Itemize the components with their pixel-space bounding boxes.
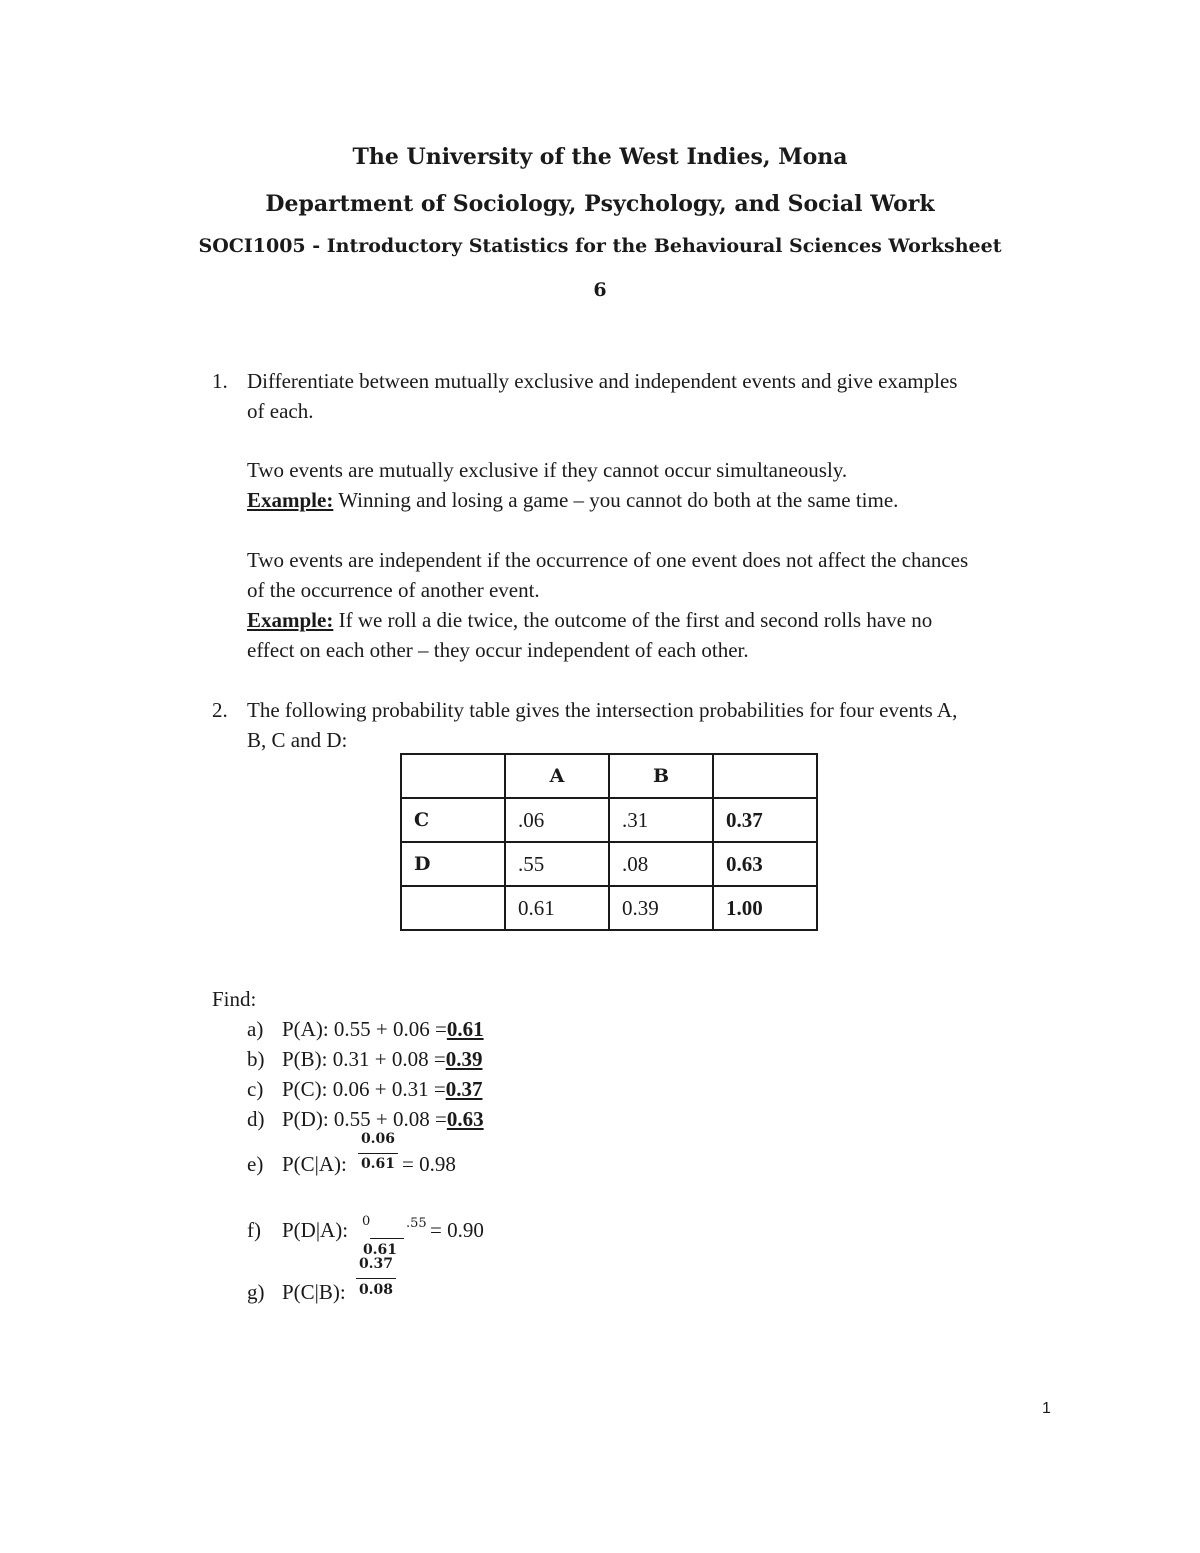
part-d-answer: 0.63 bbox=[446, 1107, 484, 1131]
table-cell: .31 bbox=[609, 798, 713, 842]
table-cell: C bbox=[401, 798, 505, 842]
table-cell: 0.63 bbox=[713, 842, 817, 886]
q1-answer2-line1: Two events are independent if the occurrence of one event does not affect the chances bbox=[247, 548, 969, 572]
table-cell bbox=[401, 886, 505, 930]
part-d-text: P(D): 0.55 + 0.08 = bbox=[282, 1107, 447, 1131]
part-c bbox=[282, 1074, 482, 1104]
q1-line2: of each. bbox=[247, 399, 314, 423]
part-b-answer: 0.39 bbox=[445, 1047, 483, 1071]
table-cell bbox=[713, 754, 817, 798]
worksheet-number: 6 bbox=[593, 279, 607, 301]
table-row bbox=[401, 798, 817, 842]
part-f-label: f) bbox=[247, 1218, 261, 1242]
page-number: 1 bbox=[1042, 1400, 1051, 1417]
part-f-num-b: .55 bbox=[406, 1216, 427, 1231]
part-e-result: = 0.98 bbox=[402, 1152, 456, 1176]
part-f-text: P(D|A): bbox=[282, 1218, 349, 1242]
part-a-text: P(A): 0.55 + 0.06 = bbox=[282, 1017, 447, 1041]
part-b bbox=[282, 1044, 482, 1074]
part-e-fraction-bar bbox=[358, 1153, 398, 1154]
course-title: SOCI1005 - Introductory Statistics for the Behavioural Sciences Worksheet bbox=[198, 235, 1002, 257]
table-cell: 1.00 bbox=[713, 886, 817, 930]
q1-example2-line1 bbox=[247, 605, 932, 635]
part-e-denominator: 0.61 bbox=[360, 1156, 396, 1172]
table-cell bbox=[401, 754, 505, 798]
part-c-text: P(C): 0.06 + 0.31 = bbox=[282, 1077, 446, 1101]
part-e-label: e) bbox=[247, 1152, 264, 1176]
part-f-result: = 0.90 bbox=[430, 1218, 484, 1242]
example-label: Example: bbox=[247, 608, 334, 632]
example2-text: If we roll a die twice, the outcome of the first and second rolls have no bbox=[333, 608, 933, 632]
department-title: Department of Sociology, Psychology, and Social Work bbox=[265, 191, 935, 217]
part-d bbox=[282, 1104, 484, 1134]
part-g-label: g) bbox=[247, 1280, 265, 1304]
table-cell: 0.39 bbox=[609, 886, 713, 930]
part-f-num-a: 0 bbox=[362, 1214, 371, 1229]
part-c-answer: 0.37 bbox=[445, 1077, 483, 1101]
table-cell: A bbox=[505, 754, 609, 798]
q1-line1: Differentiate between mutually exclusive and independent events and give examples bbox=[247, 369, 958, 393]
q1-example2-line2: effect on each other – they occur independent of each other. bbox=[247, 638, 749, 662]
q1-example1 bbox=[247, 485, 898, 515]
table-cell: .08 bbox=[609, 842, 713, 886]
part-g-fraction-bar bbox=[356, 1278, 396, 1279]
part-a-answer: 0.61 bbox=[446, 1017, 484, 1041]
q2-line2: B, C and D: bbox=[247, 728, 348, 752]
table-row bbox=[401, 842, 817, 886]
part-e-text: P(C|A): bbox=[282, 1152, 347, 1176]
part-g-denominator: 0.08 bbox=[358, 1282, 394, 1298]
find-label: Find: bbox=[212, 987, 257, 1011]
part-c-label: c) bbox=[247, 1077, 264, 1101]
q2-line1: The following probability table gives the intersection probabilities for four events A, bbox=[247, 698, 958, 722]
part-b-text: P(B): 0.31 + 0.08 = bbox=[282, 1047, 446, 1071]
university-title: The University of the West Indies, Mona bbox=[352, 144, 848, 170]
table-header-row bbox=[401, 754, 817, 798]
probability-table bbox=[400, 753, 818, 931]
part-a bbox=[282, 1014, 484, 1044]
example1-text: Winning and losing a game – you cannot do both at the same time. bbox=[333, 488, 899, 512]
part-b-label: b) bbox=[247, 1047, 265, 1071]
q1-number: 1. bbox=[212, 369, 228, 393]
part-d-label: d) bbox=[247, 1107, 265, 1131]
part-e-numerator: 0.06 bbox=[360, 1131, 396, 1147]
q1-answer2-line2: of the occurrence of another event. bbox=[247, 578, 540, 602]
table-cell: B bbox=[609, 754, 713, 798]
table-cell: D bbox=[401, 842, 505, 886]
table-cell: .06 bbox=[505, 798, 609, 842]
q2-number: 2. bbox=[212, 698, 228, 722]
table-cell: 0.37 bbox=[713, 798, 817, 842]
part-g-text: P(C|B): bbox=[282, 1280, 346, 1304]
table-cell: 0.61 bbox=[505, 886, 609, 930]
q1-answer1: Two events are mutually exclusive if they cannot occur simultaneously. bbox=[247, 458, 848, 482]
example-label: Example: bbox=[247, 488, 334, 512]
part-g-numerator: 0.37 bbox=[358, 1256, 394, 1272]
table-cell: .55 bbox=[505, 842, 609, 886]
table-row bbox=[401, 886, 817, 930]
part-a-label: a) bbox=[247, 1017, 264, 1041]
part-f-denominator: 0.61 bbox=[362, 1242, 398, 1258]
part-f-fraction-bar bbox=[370, 1238, 404, 1239]
